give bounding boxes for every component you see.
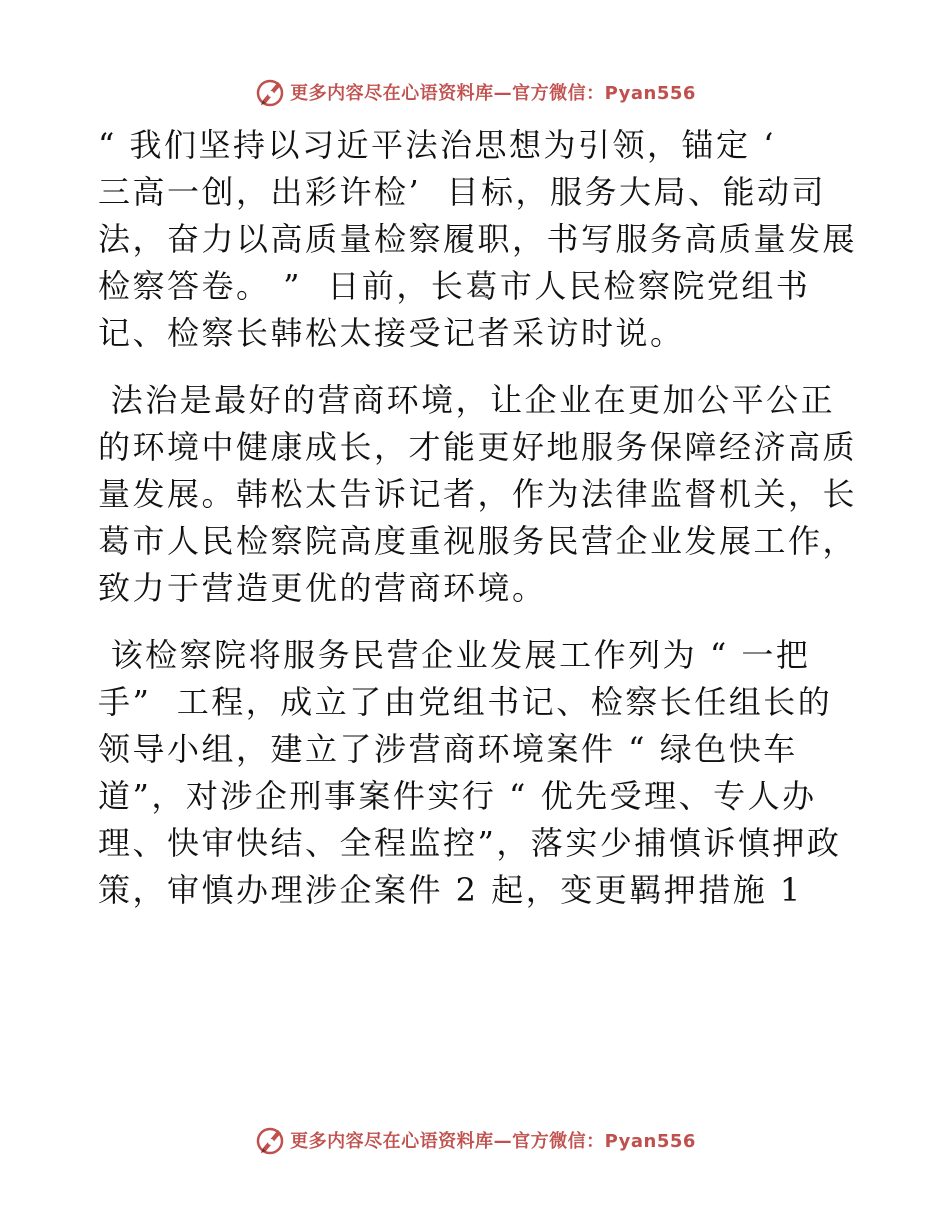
text-line: 法，奋力以高质量检察履职，书写服务高质量发展 (98, 220, 858, 258)
watermark-text: 更多内容尽在心语资料库—官方微信：Pyan556 (290, 83, 696, 104)
watermark-header (0, 72, 950, 112)
text-line: 检察答卷。 ” 日前，长葛市人民检察院党组书 (98, 267, 811, 305)
watermark-footer (0, 1120, 950, 1160)
text-line: 记、检察长韩松太接受记者采访时说。 (98, 314, 685, 352)
text-line: 该检察院将服务民营企业发展工作列为 “ 一把 (98, 636, 811, 674)
text-line: 理、快审快结、全程监控”，落实少捕慎诉慎押政 (98, 824, 842, 862)
pen-logo-icon (254, 76, 286, 108)
paragraph (98, 377, 858, 612)
text-line: 致力于营造更优的营商环境。 (98, 569, 547, 607)
text-line: 三高一创，出彩许检’ 目标，服务大局、能动司 (98, 173, 827, 211)
text-line: 量发展。韩松太告诉记者，作为法律监督机关，长 (98, 475, 858, 513)
text-line: “ 我们坚持以习近平法治思想为引领，锚定 ‘ (98, 126, 776, 164)
watermark-text: 更多内容尽在心语资料库—官方微信：Pyan556 (290, 1131, 696, 1152)
text-line: 的环境中健康成长，才能更好地服务保障经济高质 (98, 428, 858, 466)
text-line: 手” 工程，成立了由党组书记、检察长任组长的 (98, 683, 833, 721)
text-line: 策，审慎办理涉企案件 2 起，变更羁押措施 1 (98, 871, 803, 909)
pen-logo-icon (254, 1124, 286, 1156)
text-line: 法治是最好的营商环境，让企业在更加公平公正 (98, 381, 836, 419)
text-line: 道”，对涉企刑事案件实行 “ 优先受理、专人办 (98, 777, 817, 815)
text-line: 领导小组，建立了涉营商环境案件 “ 绿色快车 (98, 730, 798, 768)
text-line: 葛市人民检察院高度重视服务民营企业发展工作， (98, 522, 858, 560)
paragraph (98, 632, 858, 914)
paragraph (98, 122, 858, 357)
document-body (98, 122, 858, 934)
